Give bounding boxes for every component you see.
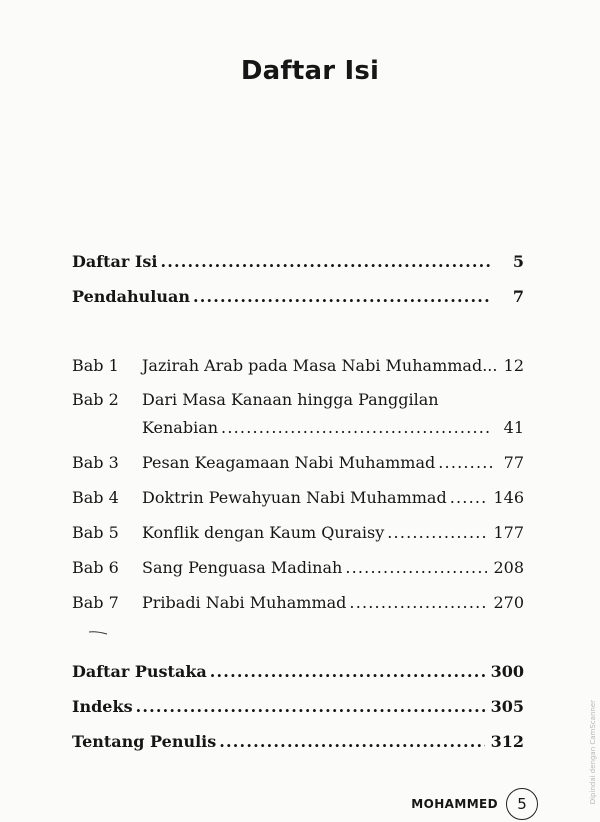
pen-mark xyxy=(88,630,108,636)
chapter-page: 12 xyxy=(503,356,524,375)
toc-chapter-5 xyxy=(72,523,524,543)
page-footer xyxy=(411,788,538,820)
chapter-title: Konflik dengan Kaum Quraisy xyxy=(142,523,385,542)
page-title: Daftar Isi xyxy=(240,56,380,86)
dot-leader xyxy=(387,523,487,543)
toc-entry-daftar-isi xyxy=(72,252,524,272)
chapter-number: Bab 1 xyxy=(72,356,119,375)
toc-entry-page: 300 xyxy=(490,662,524,681)
chapter-page: 208 xyxy=(493,558,524,577)
chapter-title: Jazirah Arab pada Masa Nabi Muhammad... xyxy=(142,356,498,375)
toc-chapter-3 xyxy=(72,453,524,473)
scanner-watermark: Dipindai dengan CamScanner xyxy=(589,700,597,805)
dot-leader xyxy=(221,418,492,438)
chapter-title: Sang Penguasa Madinah xyxy=(142,558,343,577)
dot-leader xyxy=(193,287,492,307)
toc-entry-pendahuluan xyxy=(72,287,524,307)
chapter-title: Dari Masa Kanaan hingga Panggilan xyxy=(142,390,439,409)
chapter-number: Bab 6 xyxy=(72,558,119,577)
toc-chapter-1 xyxy=(72,356,524,376)
dot-leader xyxy=(160,252,492,272)
chapter-title-continued: Kenabian xyxy=(142,418,219,437)
toc-chapter-2 xyxy=(72,390,524,410)
chapter-title: Pesan Keagamaan Nabi Muhammad xyxy=(142,453,436,472)
toc-entry-daftar-pustaka xyxy=(72,662,524,682)
running-footer-title: MOHAMMED xyxy=(411,797,498,811)
chapter-number: Bab 3 xyxy=(72,453,119,472)
chapter-page: 77 xyxy=(503,453,524,472)
chapter-page: 146 xyxy=(493,488,524,507)
toc-entry-label: Pendahuluan xyxy=(72,287,190,306)
dot-leader xyxy=(210,662,485,682)
toc-entry-indeks xyxy=(72,697,524,717)
chapter-page: 177 xyxy=(493,523,524,542)
chapter-page: 270 xyxy=(493,593,524,612)
dot-leader xyxy=(349,593,487,613)
chapter-title: Pribadi Nabi Muhammad xyxy=(142,593,347,612)
toc-entry-page: 5 xyxy=(512,252,524,271)
toc-entry-page: 7 xyxy=(512,287,524,306)
toc-entry-page: 305 xyxy=(490,697,524,716)
toc-chapter-4 xyxy=(72,488,524,508)
toc-entry-page: 312 xyxy=(490,732,524,751)
dot-leader xyxy=(345,558,487,578)
toc-entry-tentang-penulis xyxy=(72,732,524,752)
chapter-title: Doktrin Pewahyuan Nabi Muhammad xyxy=(142,488,447,507)
chapter-page: 41 xyxy=(503,418,524,437)
dot-leader xyxy=(136,697,485,717)
chapter-number: Bab 2 xyxy=(72,390,119,409)
toc-entry-label: Daftar Isi xyxy=(72,252,158,271)
chapter-number: Bab 5 xyxy=(72,523,119,542)
dot-leader xyxy=(219,732,484,752)
toc-entry-label: Tentang Penulis xyxy=(72,732,217,751)
toc-entry-label: Indeks xyxy=(72,697,133,716)
chapter-number: Bab 4 xyxy=(72,488,119,507)
chapter-number: Bab 7 xyxy=(72,593,119,612)
page-number-circle: 5 xyxy=(506,788,538,820)
dot-leader xyxy=(450,488,488,508)
toc-entry-label: Daftar Pustaka xyxy=(72,662,207,681)
toc-chapter-7 xyxy=(72,593,524,613)
toc-chapter-2-continued xyxy=(72,418,524,438)
dot-leader xyxy=(438,453,492,473)
toc-chapter-6 xyxy=(72,558,524,578)
